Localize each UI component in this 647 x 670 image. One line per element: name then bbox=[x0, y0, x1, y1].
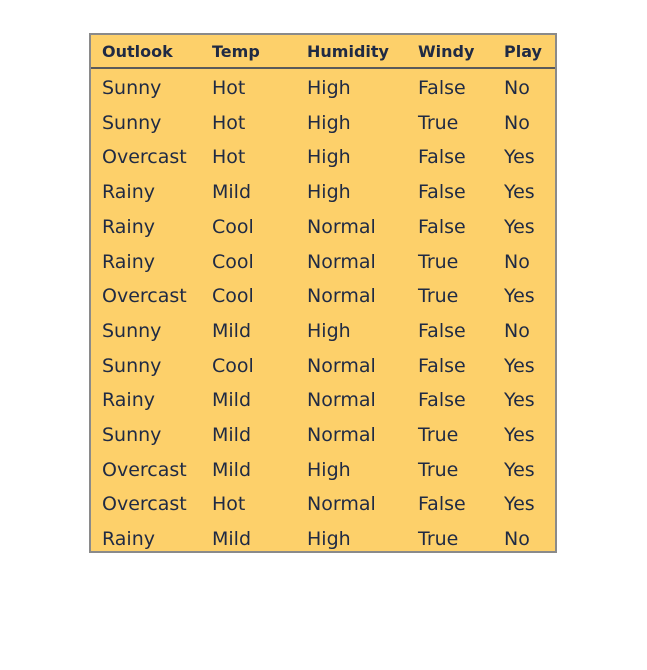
cell-play: Yes bbox=[504, 146, 535, 169]
cell-humidity: Normal bbox=[307, 250, 376, 273]
cell-temp: Cool bbox=[212, 250, 254, 273]
cell-temp: Cool bbox=[212, 354, 254, 377]
table-row bbox=[91, 455, 555, 489]
cell-outlook: Sunny bbox=[102, 354, 162, 377]
cell-temp: Mild bbox=[212, 181, 252, 204]
cell-humidity: High bbox=[307, 458, 351, 481]
table-row bbox=[91, 108, 555, 142]
cell-humidity: Normal bbox=[307, 389, 376, 412]
cell-outlook: Sunny bbox=[102, 111, 162, 134]
cell-temp: Mild bbox=[212, 424, 252, 446]
cell-outlook: Rainy bbox=[102, 181, 155, 204]
cell-windy: False bbox=[418, 77, 466, 99]
cell-humidity: Normal bbox=[307, 215, 376, 238]
cell-humidity: Normal bbox=[307, 424, 376, 446]
cell-windy: True bbox=[418, 424, 459, 446]
cell-windy: False bbox=[418, 354, 466, 377]
cell-play: No bbox=[504, 319, 530, 342]
cell-humidity: Normal bbox=[307, 493, 376, 516]
header-outlook: Outlook bbox=[102, 42, 173, 61]
cell-humidity: High bbox=[307, 111, 351, 134]
table-row bbox=[91, 351, 555, 385]
cell-windy: False bbox=[418, 319, 466, 342]
cell-play: No bbox=[504, 250, 530, 273]
table-row bbox=[91, 177, 555, 211]
cell-play: Yes bbox=[504, 181, 535, 204]
cell-outlook: Overcast bbox=[102, 146, 187, 169]
cell-temp: Hot bbox=[212, 493, 246, 516]
header-humidity: Humidity bbox=[307, 42, 389, 61]
table-row bbox=[91, 316, 555, 350]
cell-play: Yes bbox=[504, 493, 535, 516]
cell-windy: False bbox=[418, 493, 466, 516]
header-play: Play bbox=[504, 42, 542, 61]
table-row bbox=[91, 489, 555, 523]
cell-windy: True bbox=[418, 458, 459, 481]
cell-humidity: High bbox=[307, 528, 351, 551]
cell-play: Yes bbox=[504, 458, 535, 481]
table-row bbox=[91, 385, 555, 419]
table-row bbox=[91, 142, 555, 176]
cell-play: Yes bbox=[504, 354, 535, 377]
cell-outlook: Rainy bbox=[102, 528, 155, 551]
cell-outlook: Rainy bbox=[102, 215, 155, 238]
data-table bbox=[89, 33, 557, 553]
cell-temp: Hot bbox=[212, 146, 246, 169]
table-row bbox=[91, 73, 555, 107]
cell-humidity: High bbox=[307, 77, 351, 99]
cell-windy: False bbox=[418, 181, 466, 204]
cell-windy: False bbox=[418, 215, 466, 238]
cell-windy: True bbox=[418, 111, 459, 134]
cell-temp: Hot bbox=[212, 77, 246, 99]
cell-temp: Cool bbox=[212, 285, 254, 308]
cell-humidity: High bbox=[307, 319, 351, 342]
cell-outlook: Rainy bbox=[102, 250, 155, 273]
cell-play: Yes bbox=[504, 285, 535, 308]
cell-play: No bbox=[504, 111, 530, 134]
cell-humidity: Normal bbox=[307, 354, 376, 377]
cell-temp: Mild bbox=[212, 319, 252, 342]
cell-temp: Cool bbox=[212, 215, 254, 238]
table-row bbox=[91, 212, 555, 246]
cell-outlook: Overcast bbox=[102, 458, 187, 481]
cell-outlook: Overcast bbox=[102, 285, 187, 308]
table-row bbox=[91, 281, 555, 315]
cell-humidity: Normal bbox=[307, 285, 376, 308]
cell-temp: Hot bbox=[212, 111, 246, 134]
cell-windy: True bbox=[418, 528, 459, 551]
header-temp: Temp bbox=[212, 42, 260, 61]
cell-play: No bbox=[504, 77, 530, 99]
cell-outlook: Rainy bbox=[102, 389, 155, 412]
table-row bbox=[91, 524, 555, 558]
header-windy: Windy bbox=[418, 42, 475, 61]
cell-windy: True bbox=[418, 285, 459, 308]
cell-windy: False bbox=[418, 146, 466, 169]
cell-temp: Mild bbox=[212, 389, 252, 412]
cell-outlook: Overcast bbox=[102, 493, 187, 516]
cell-outlook: Sunny bbox=[102, 424, 162, 446]
cell-windy: True bbox=[418, 250, 459, 273]
cell-humidity: High bbox=[307, 181, 351, 204]
cell-play: No bbox=[504, 528, 530, 551]
cell-play: Yes bbox=[504, 215, 535, 238]
cell-humidity: High bbox=[307, 146, 351, 169]
cell-outlook: Sunny bbox=[102, 319, 162, 342]
cell-play: Yes bbox=[504, 424, 535, 446]
cell-windy: False bbox=[418, 389, 466, 412]
cell-play: Yes bbox=[504, 389, 535, 412]
table-header-row bbox=[91, 35, 555, 69]
cell-temp: Mild bbox=[212, 528, 252, 551]
cell-temp: Mild bbox=[212, 458, 252, 481]
cell-outlook: Sunny bbox=[102, 77, 162, 99]
table-row bbox=[91, 247, 555, 281]
table-row bbox=[91, 420, 555, 454]
